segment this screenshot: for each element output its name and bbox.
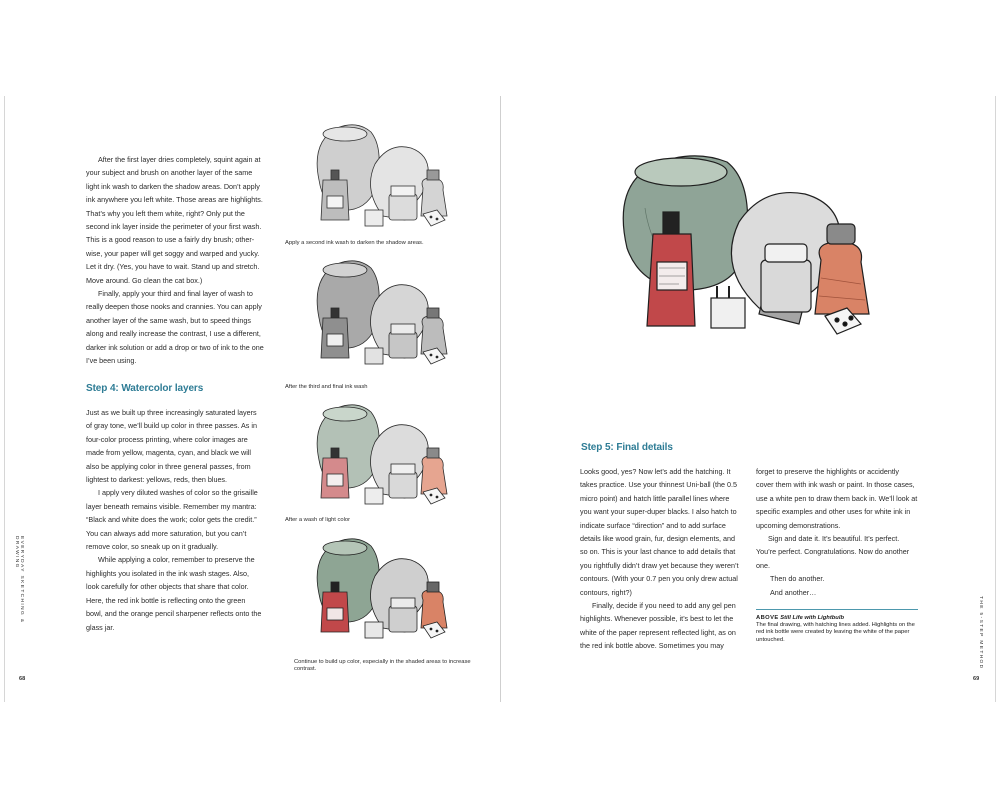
figure-caption [756,615,918,644]
left-page [4,96,496,702]
caption-light-color: After a wash of light color [285,517,351,523]
paragraph: Finally, apply your third and final layer of wash to really deepen those nooks and crannies. You can apply another layer of the same wash, but to speed things along and really increase the contrast, I use a different, darker ink solution or add a drop or two of ink to the one I’ve been using. [86,289,264,366]
paragraph: Sign and date it. It’s beautiful. It’s perfect. You’re perfect. Congratulations. Now do another one. [756,534,910,570]
paragraph: I apply very diluted washes of color so the grisaille layer beneath remains visible. Remember my mantra: “Black and white does the work; color gets the credit.” You can always add more saturation, but you can’t remove color, so sneak up on it gradually. [86,488,258,552]
paragraph: forget to preserve the highlights or accidently cover them with ink wash or paint. In those cases, use a white pen to draw them back in. We’ll look at specific examples and other uses for white ink in upcoming demonstrations. [756,467,918,530]
caption-divider [756,609,918,610]
still-life-sketch-built-up-color [305,534,475,646]
spine-label-left: EVERYDAY SKETCHING & DRAWING [14,536,24,624]
still-life-with-lightbulb-illustration [599,148,899,348]
paragraph: Then do another. [770,574,825,584]
right-text-column-1 [580,465,740,653]
page-number-left: 68 [19,676,26,682]
caption-second-wash: Apply a second ink wash to darken the shadow areas. [285,240,424,246]
caption-title: Still Life with Lightbulb [780,615,845,621]
caption-built-up-color: Continue to build up color, especially in the shaded areas to increase contrast. [294,659,471,673]
caption-label: ABOVE [756,615,779,621]
paragraph: Looks good, yes? Now let’s add the hatching. It takes practice. Use your thinnest Uni-ball (the 0.5 micro point) and hatch little parallel lines where you want your super-duper blacks. I also hatch to indicate surface “direction” and to add surface details like wood grain, fur, design elements, and so on. This is your last chance to add details that you rightfully didn’t draw yet because they weren’t contours. (With your 0.7 pen you only drew actual contours, right?) [580,467,739,597]
paragraph: Finally, decide if you need to add any gel pen highlights. Whenever possible, it’s best to let the white of the paper represent reflected light, as on the red ink bottle above. Sometimes you may [580,601,736,651]
paragraph: Just as we built up three increasingly saturated layers of gray tone, we’ll build up color in three passes. As in four-color process printing, where color images are made from yellow, magenta, cyan, and black we will also be applying color in three general passes, from lightest to darkest: yellows, reds, then blues. [86,408,257,485]
left-text-column-top [86,153,264,368]
still-life-sketch-third-wash [305,256,475,376]
right-page [500,96,996,702]
still-life-sketch-second-wash [305,120,475,235]
step-4-heading: Step 4: Watercolor layers [86,383,204,394]
page-number-right: 69 [973,676,980,682]
paragraph: After the first layer dries completely, squint again at your subject and brush on another layer of the same light ink wash to darken the shadow areas. Don’t apply ink anywhere you left white. Those areas are highlights. That’s why you left them white, right? Only put the second ink layer inside the perimeter of your first wash. This is a good reason to use a fairly dry brush; other-wise, your paper will get soggy and warped and yucky. Let it dry. (Yes, you have to wait. Stand up and stretch. Move around. Go clean the cat box.) [86,155,263,285]
still-life-sketch-light-color [305,402,475,512]
step-5-heading: Step 5: Final details [581,442,673,453]
paragraph: While applying a color, remember to preserve the highlights you isolated in the ink wash stages. Also, look carefully for other objects that share that color. Here, the red ink bottle is reflecting onto the green bowl, and the orange pencil sharpener reflects onto the glass jar. [86,555,262,632]
left-text-column-bottom [86,406,264,634]
spine-label-right: THE 5-STEP METHOD [978,596,983,670]
caption-third-wash: After the third and final ink wash [285,384,368,390]
right-text-column-2 [756,465,918,599]
caption-text: The final drawing, with hatching lines added. Highlights on the red ink bottle were created by leaving the white of the paper untouched. [756,622,915,643]
paragraph: And another… [770,587,817,597]
